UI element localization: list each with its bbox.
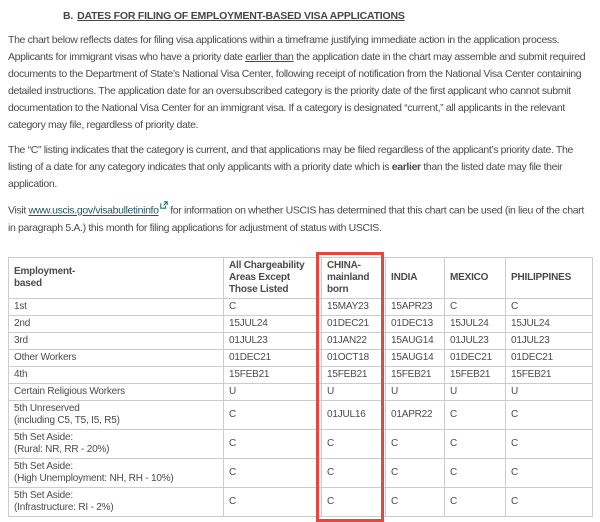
p1-underlined: earlier than (245, 51, 294, 63)
column-header-mexico: MEXICO (445, 257, 506, 298)
value-cell: C (506, 298, 593, 315)
value-cell: 01JUL23 (506, 332, 593, 349)
value-cell: C (506, 429, 593, 458)
value-cell: C (506, 487, 593, 516)
p3-pre: Visit (8, 204, 29, 217)
table-row (9, 487, 593, 516)
value-cell: 01DEC21 (322, 315, 386, 332)
table-row (9, 315, 593, 332)
value-cell: 15JUL24 (224, 315, 322, 332)
table-row (9, 400, 593, 429)
section-title-text: DATES FOR FILING OF EMPLOYMENT-BASED VISA APPLICATIONS (77, 10, 405, 22)
value-cell: 15AUG14 (386, 349, 445, 366)
value-cell: C (506, 400, 593, 429)
category-cell: 5th Set Aside: (Rural: NR, RR - 20%) (9, 429, 224, 458)
column-header-china-mainland-born: CHINA- mainland born (322, 257, 386, 298)
value-cell: C (445, 400, 506, 429)
value-cell: C (506, 458, 593, 487)
value-cell: 15FEB21 (224, 366, 322, 383)
value-cell: U (322, 383, 386, 400)
p2-post: than the listed date may file their application. (8, 161, 563, 190)
category-cell: 3rd (9, 332, 224, 349)
value-cell: U (506, 383, 593, 400)
value-cell: 01JAN22 (322, 332, 386, 349)
visa-filing-dates-table-wrap (8, 257, 593, 517)
value-cell: U (224, 383, 322, 400)
value-cell: U (445, 383, 506, 400)
section-title (63, 10, 592, 22)
value-cell: 01JUL23 (224, 332, 322, 349)
value-cell: C (224, 487, 322, 516)
value-cell: C (386, 429, 445, 458)
category-cell: 4th (9, 366, 224, 383)
p2-pre: The “C” listing indicates that the category is current, and that applications may be filed regardless of the applicant’s priority date. The listing of a date for any category indicates that only applicants with a priority date which is (8, 144, 573, 173)
value-cell: 01DEC13 (386, 315, 445, 332)
value-cell: 15JUL24 (506, 315, 593, 332)
category-cell: 5th Set Aside: (Infrastructure: RI - 2%) (9, 487, 224, 516)
category-cell: 5th Set Aside: (High Unemployment: NH, RH - 10%) (9, 458, 224, 487)
paragraph-uscis-link (8, 201, 592, 237)
category-cell: Certain Religious Workers (9, 383, 224, 400)
value-cell: C (445, 487, 506, 516)
category-cell: 1st (9, 298, 224, 315)
value-cell: C (386, 487, 445, 516)
category-cell: Other Workers (9, 349, 224, 366)
value-cell: 15FEB21 (322, 366, 386, 383)
value-cell: C (224, 429, 322, 458)
p2-bold: earlier (391, 161, 421, 173)
column-header-employment-based: Employment- based (9, 257, 224, 298)
section-letter: B. (63, 10, 74, 22)
value-cell: C (322, 429, 386, 458)
paragraph-c-listing (8, 142, 592, 193)
column-header-philippines: PHILIPPINES (506, 257, 593, 298)
value-cell: C (322, 487, 386, 516)
value-cell: C (224, 400, 322, 429)
p1-pre: The chart below reflects dates for filing visa applications within a timeframe justifying immediate action in the application process. Applicants for immigrant visas who have a priority date (8, 34, 560, 63)
table-row (9, 458, 593, 487)
value-cell: 15FEB21 (386, 366, 445, 383)
value-cell: 01JUL16 (322, 400, 386, 429)
value-cell: C (224, 298, 322, 315)
value-cell: 01OCT18 (322, 349, 386, 366)
value-cell: C (445, 458, 506, 487)
paragraph-filing-explanation (8, 32, 592, 134)
p1-post: the application date in the chart may assemble and submit required documents to the Department of State’s National Visa Center, following receipt of notification from the National Visa Center containing detailed instructions. The application date for an oversubscribed category is the priority date of the first applicant who cannot submit documentation to the National Visa Center for an immigrant visa. If a category is designated “current,” all applicants in the relevant category may file, regardless of priority date. (8, 51, 586, 131)
table-row (9, 349, 593, 366)
value-cell: 01DEC21 (506, 349, 593, 366)
value-cell: 15AUG14 (386, 332, 445, 349)
table-row (9, 298, 593, 315)
visa-filing-dates-table (8, 257, 593, 517)
external-link-icon (160, 201, 168, 209)
value-cell: C (445, 298, 506, 315)
value-cell: C (386, 458, 445, 487)
category-cell: 5th Unreserved (including C5, T5, I5, R5) (9, 400, 224, 429)
value-cell: 15APR23 (386, 298, 445, 315)
value-cell: 01JUL23 (445, 332, 506, 349)
value-cell: U (386, 383, 445, 400)
value-cell: C (322, 458, 386, 487)
column-header-all-chargeability: All Chargeability Areas Except Those Listed (224, 257, 322, 298)
value-cell: 01APR22 (386, 400, 445, 429)
value-cell: 15MAY23 (322, 298, 386, 315)
table-header-row (9, 257, 593, 298)
table-row (9, 383, 593, 400)
value-cell: 15JUL24 (445, 315, 506, 332)
column-header-india: INDIA (386, 257, 445, 298)
table-row (9, 332, 593, 349)
value-cell: 15FEB21 (445, 366, 506, 383)
table-row (9, 429, 593, 458)
value-cell: 01DEC21 (445, 349, 506, 366)
value-cell: 15FEB21 (506, 366, 593, 383)
uscis-visabulletininfo-link[interactable]: www.uscis.gov/visabulletininfo (28, 204, 159, 217)
value-cell: C (224, 458, 322, 487)
value-cell: 01DEC21 (224, 349, 322, 366)
value-cell: C (445, 429, 506, 458)
category-cell: 2nd (9, 315, 224, 332)
p3-post: for information on whether USCIS has determined that this chart can be used (in lieu of the chart in paragraph 5.A.) this month for filing applications for adjustment of status with USCIS. (8, 204, 584, 234)
table-row (9, 366, 593, 383)
